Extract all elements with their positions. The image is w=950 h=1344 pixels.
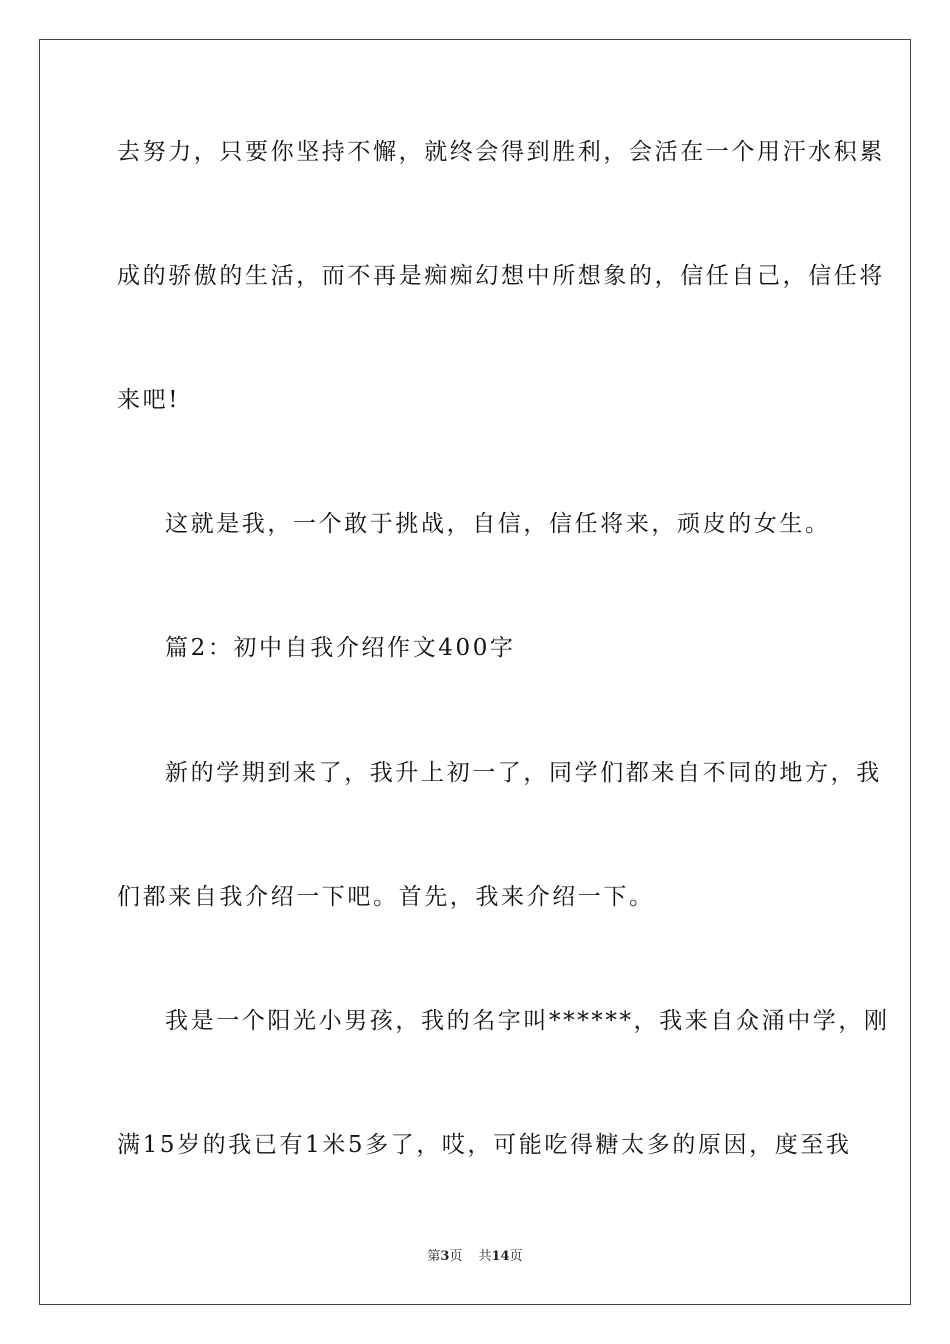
footer-page-number: 3 xyxy=(440,1249,450,1264)
paragraph-line-8: 我是一个阳光小男孩，我的名字叫******，我来自众涌中学，刚 xyxy=(165,1008,890,1034)
footer-total-prefix: 共 xyxy=(478,1249,492,1264)
footer-total-suffix: 页 xyxy=(509,1249,523,1264)
paragraph-line-2: 成的骄傲的生活，而不再是痴痴幻想中所想象的，信任自己，信任将 xyxy=(117,263,885,289)
footer-page-suffix: 页 xyxy=(449,1249,463,1264)
footer-total-number: 14 xyxy=(491,1249,510,1264)
paragraph-line-4: 这就是我，一个敢于挑战，自信，信任将来，顽皮的女生。 xyxy=(165,511,831,537)
paragraph-line-6: 新的学期到来了，我升上初一了，同学们都来自不同的地方，我 xyxy=(165,760,882,786)
paragraph-line-7: 们都来自我介绍一下吧。首先，我来介绍一下。 xyxy=(117,884,655,910)
page-footer xyxy=(0,1248,950,1266)
paragraph-line-3: 来吧! xyxy=(117,387,181,413)
paragraph-line-1: 去努力，只要你坚持不懈，就终会得到胜利，会活在一个用汗水积累 xyxy=(117,139,885,165)
paragraph-line-9: 满15岁的我已有1米5多了，哎，可能吃得糖太多的原因，度至我 xyxy=(117,1132,852,1158)
section-heading: 篇2：初中自我介绍作文400字 xyxy=(165,635,516,661)
footer-page-prefix: 第 xyxy=(427,1249,441,1264)
page-border xyxy=(39,39,911,1305)
